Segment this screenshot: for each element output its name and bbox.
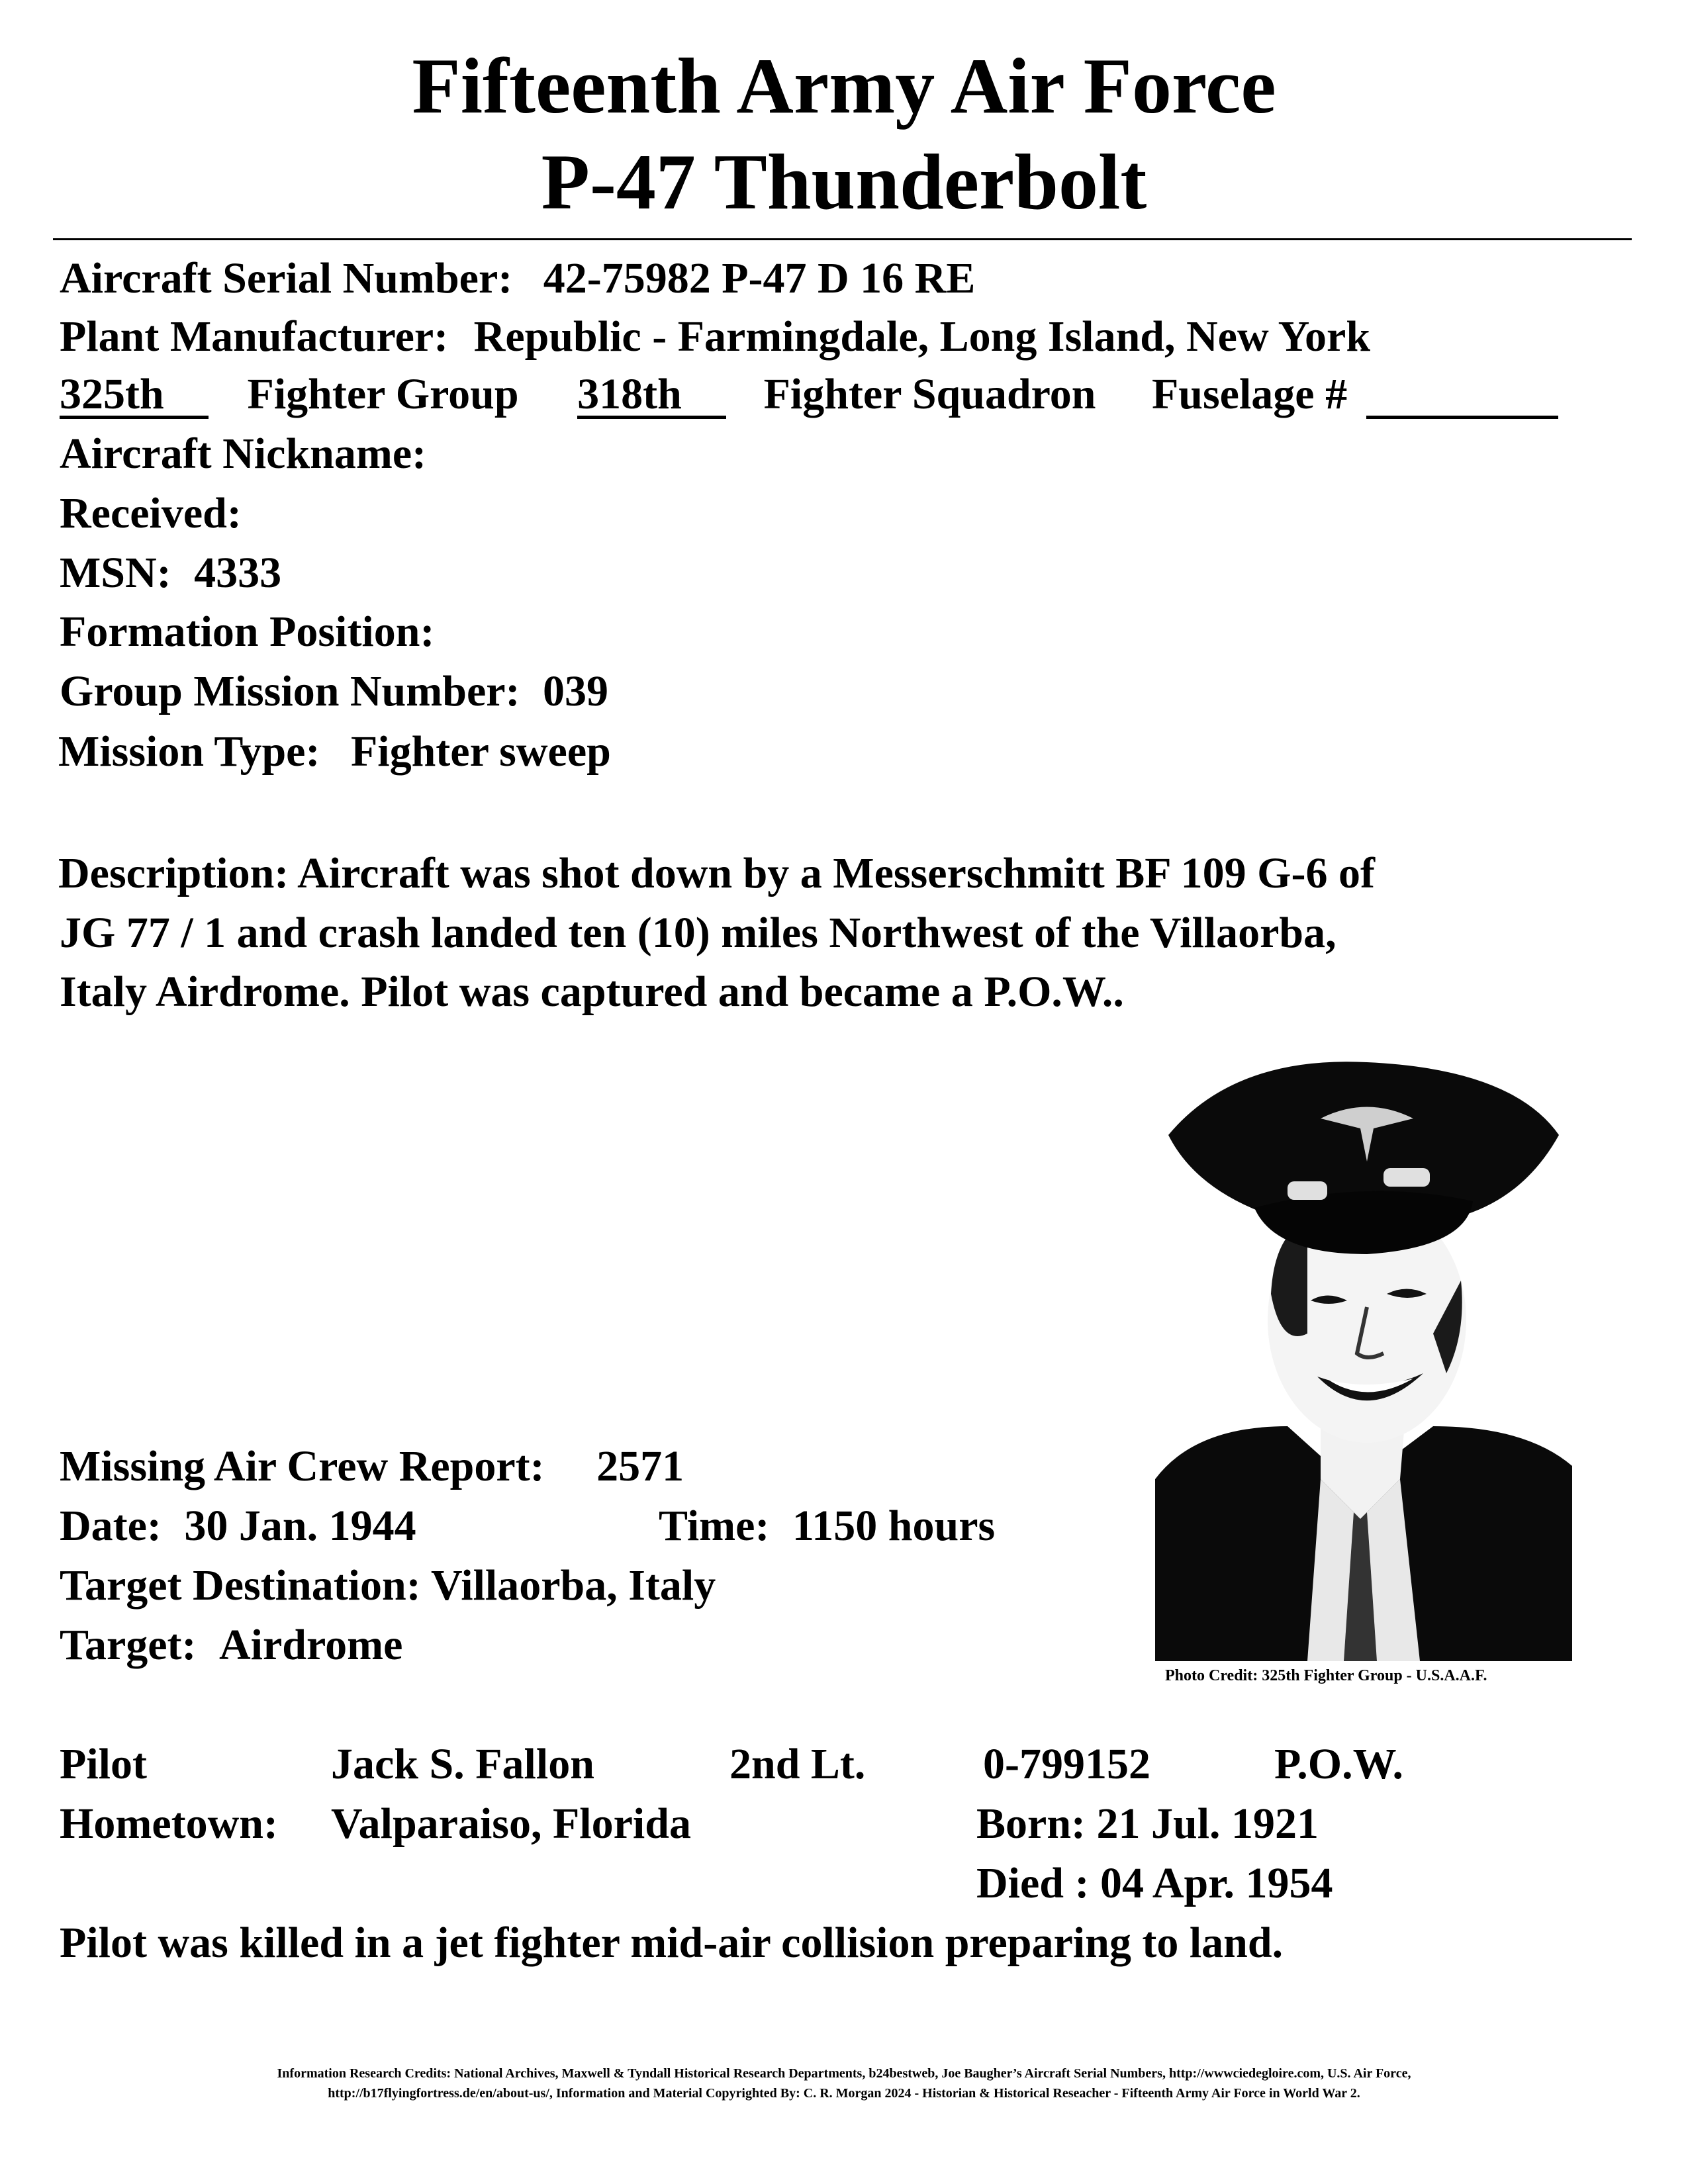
title-divider [53,238,1632,240]
destination-label: Target Destination: [60,1561,421,1610]
date-row [60,1504,416,1548]
page-title: Fifteenth Army Air Force [412,42,1276,130]
msn-value: 4333 [194,549,282,597]
pilot-role: Pilot [60,1740,147,1788]
squadron-label: Fighter Squadron [763,370,1096,418]
footer-credits-line-2: http://b17flyingfortress.de/en/about-us/, Information and Material Copyrighted By: C. R. Morgan 2024 - Historian & Historical Reseacher - Fifteenth Army Air Force in World War 2. [328,2086,1360,2101]
group-label: Fighter Group [247,370,519,418]
date-label: Date: [60,1502,162,1550]
destination-row [60,1561,716,1610]
squadron-value: 318th [577,374,726,419]
msn-label: MSN: [60,549,171,597]
pilot-note: Pilot was killed in a jet fighter mid-air collision preparing to land. [60,1919,1284,1967]
fuselage-label: Fuselage # [1151,370,1348,418]
page-subtitle: P-47 Thunderbolt [541,138,1147,226]
description-line-1: Description: Aircraft was shot down by a Messerschmitt BF 109 G-6 of [58,849,1375,897]
target-value: Airdrome [219,1621,403,1669]
description-line-2: JG 77 / 1 and crash landed ten (10) miles Northwest of the Villaorba, [60,909,1336,957]
fuselage-value-blank [1366,374,1558,419]
target-row [60,1623,402,1667]
mission-type-label: Mission Type: [58,727,320,776]
pilot-status: P.O.W. [1274,1740,1404,1788]
mission-number-label: Group Mission Number: [60,667,520,715]
mission-number-value: 039 [543,667,609,715]
pilot-photo [1155,1056,1572,1661]
time-label: Time: [659,1502,770,1550]
destination-value: Villaorba, Italy [431,1561,716,1610]
group-value: 325th [60,374,209,419]
group-row [60,370,1558,419]
pilot-died: Died : 04 Apr. 1954 [976,1859,1333,1907]
hometown-value: Valparaiso, Florida [331,1799,691,1848]
date-value: 30 Jan. 1944 [184,1502,416,1550]
plant-label: Plant Manufacturer: [60,312,449,361]
mission-number-row [60,667,609,715]
description-line-3: Italy Airdrome. Pilot was captured and became a P.O.W.. [60,968,1124,1016]
macr-label: Missing Air Crew Report: [60,1442,545,1490]
pilot-portrait-image [1155,1056,1572,1661]
pilot-serial: 0-799152 [983,1740,1150,1788]
footer-credits-line-1: Information Research Credits: National Archives, Maxwell & Tyndall Historical Research Departments, b24bestweb, Joe Baugher’s Aircraft Serial Numbers, http://wwwciedegloire.com, U.S. Air Force, [277,2066,1411,2081]
nickname-label: Aircraft Nickname: [60,430,427,478]
target-label: Target: [60,1621,197,1669]
serial-label: Aircraft Serial Number: [60,254,513,302]
pilot-rank: 2nd Lt. [729,1740,866,1788]
photo-credit: Photo Credit: 325th Fighter Group - U.S.A.A.F. [1165,1667,1487,1684]
macr-row [60,1442,684,1490]
plant-row [60,312,1371,361]
formation-label: Formation Position: [60,608,435,656]
plant-value: Republic - Farmingdale, Long Island, New York [473,312,1371,361]
macr-value: 2571 [596,1442,684,1490]
pilot-name: Jack S. Fallon [331,1740,594,1788]
mission-type-value: Fighter sweep [350,727,611,776]
hometown-label: Hometown: [60,1799,278,1848]
serial-value: 42-75982 P-47 D 16 RE [543,254,976,302]
mission-type-row [58,727,611,776]
pilot-born: Born: 21 Jul. 1921 [976,1799,1319,1848]
serial-row [60,254,976,302]
time-value: 1150 hours [792,1502,996,1550]
received-label: Received: [60,489,242,537]
msn-row [60,551,281,595]
time-row [659,1504,995,1548]
